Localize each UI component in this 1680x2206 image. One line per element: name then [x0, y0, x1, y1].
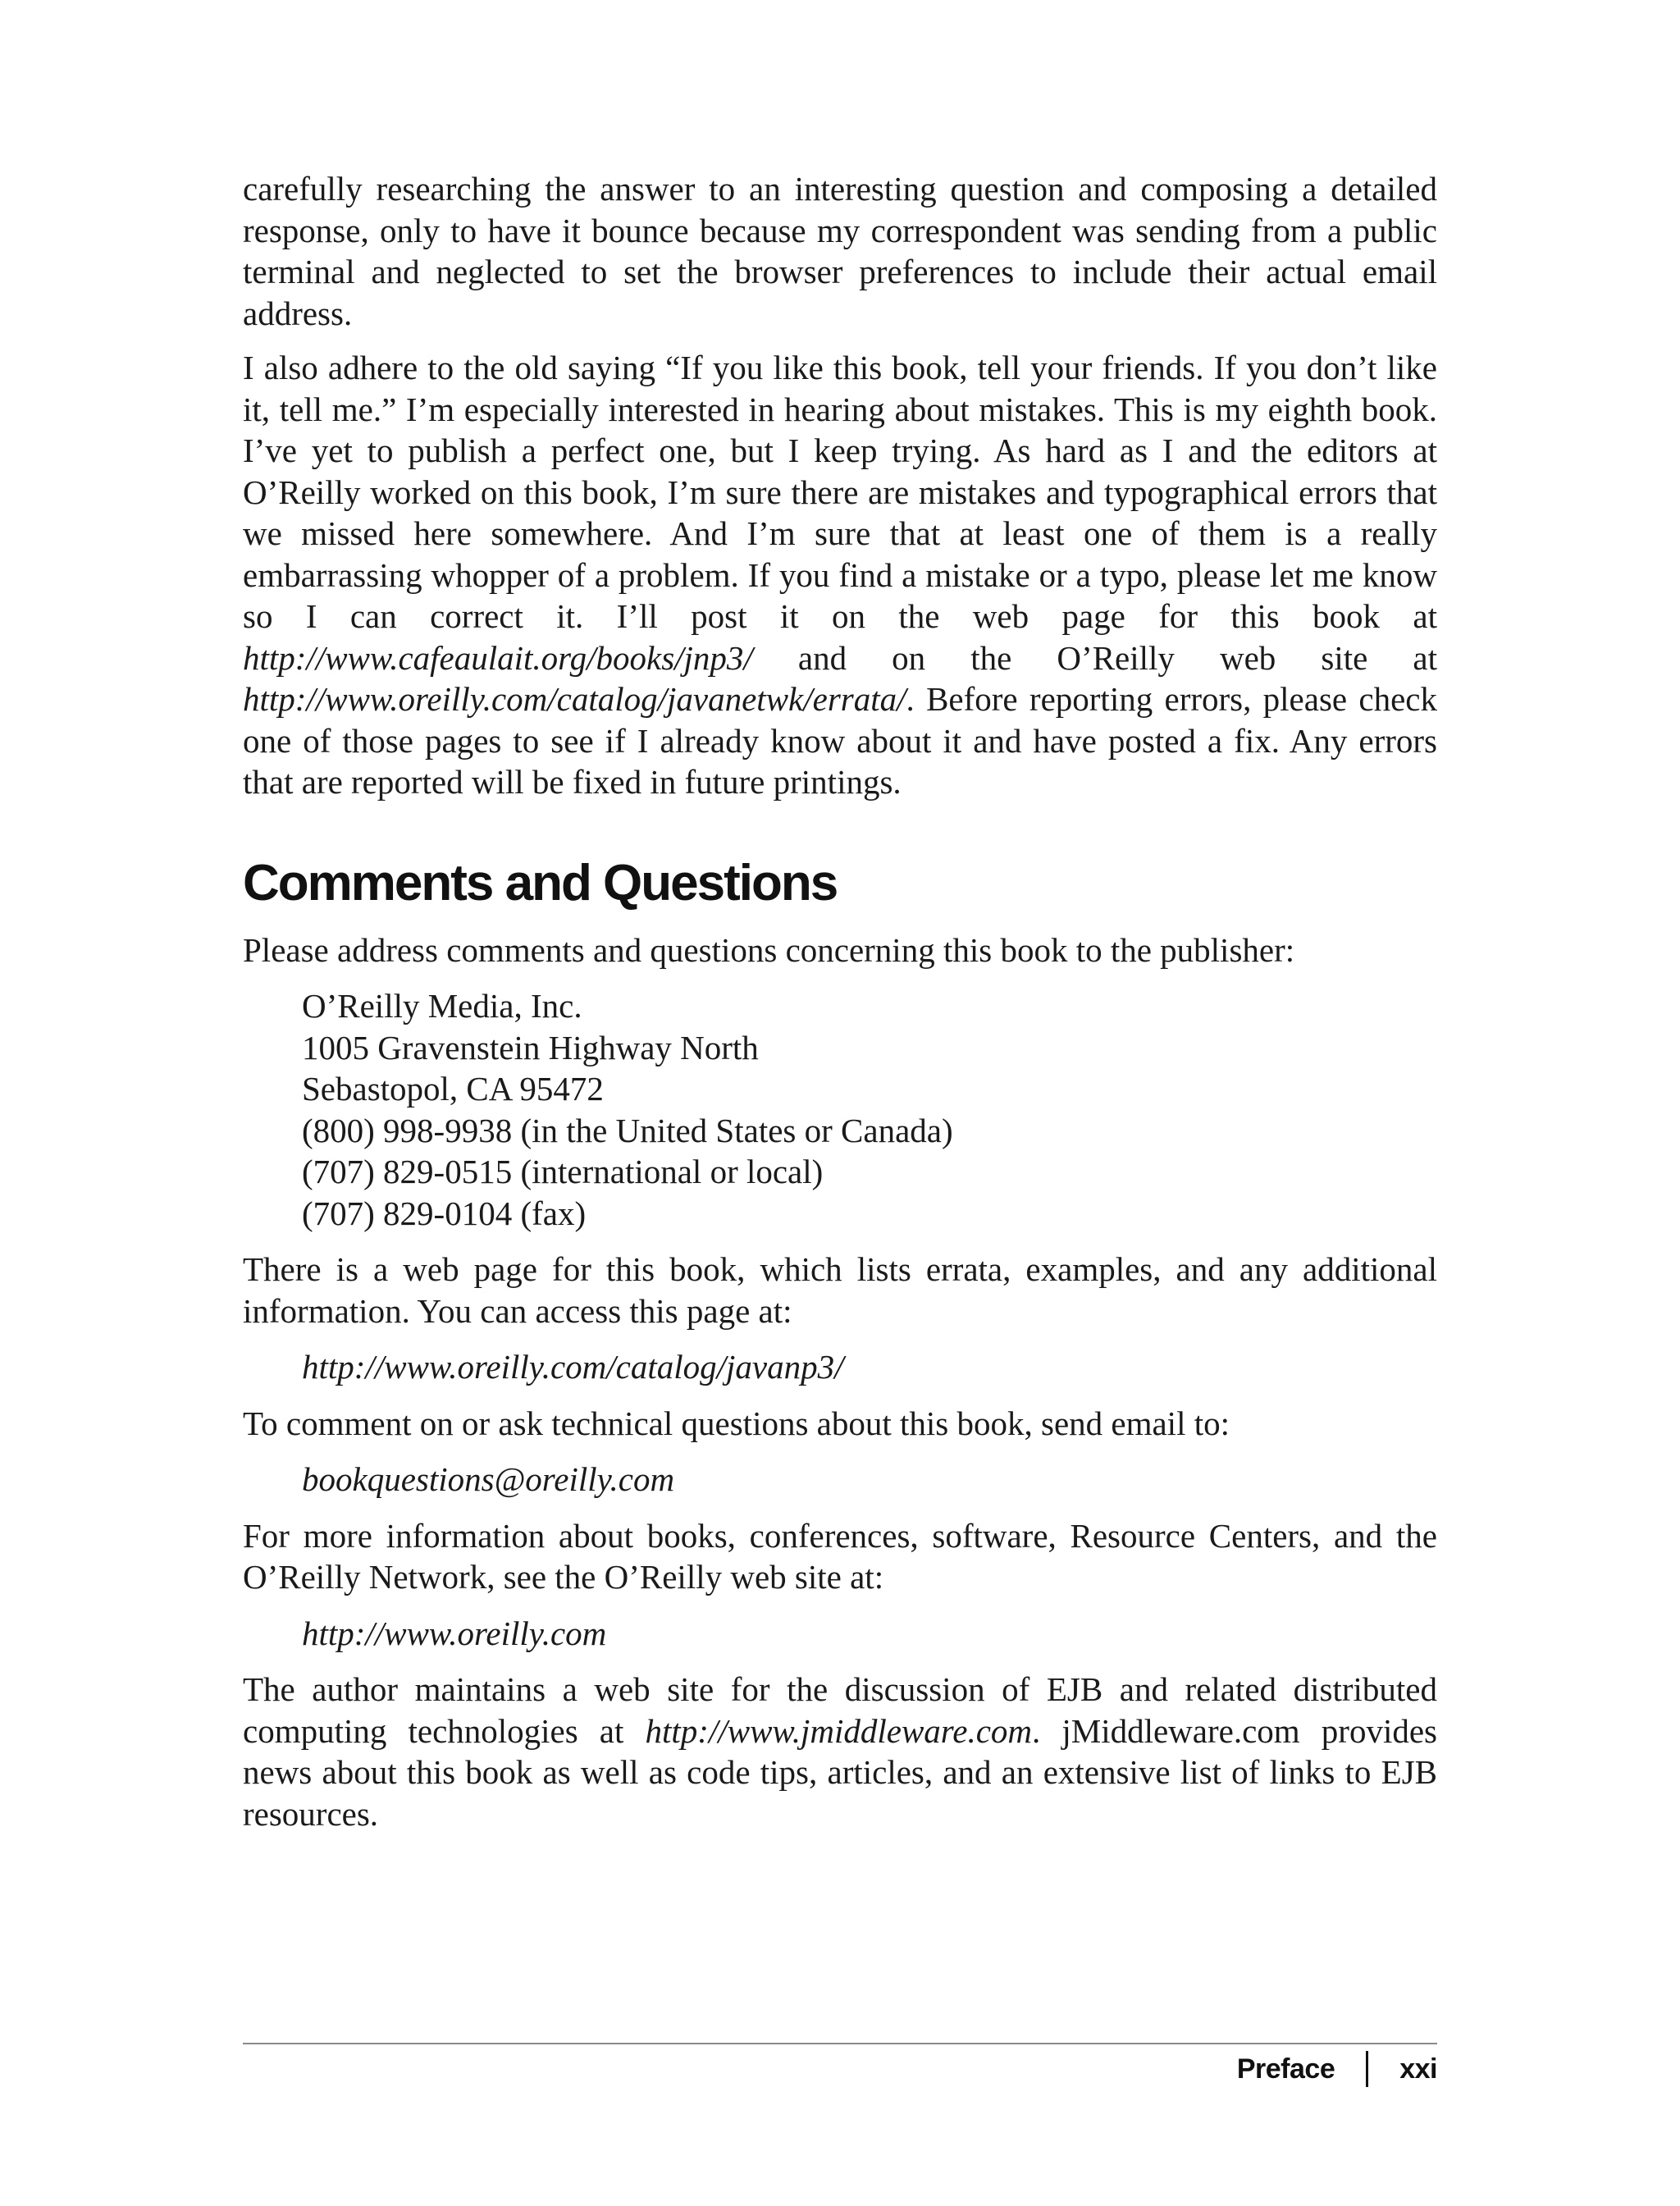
page-footer: [1237, 2051, 1437, 2087]
paragraph-webpage: There is a web page for this book, which lists errata, examples, and any additional information. You can access this page at:: [243, 1250, 1437, 1330]
paragraph-text: carefully researching the answer to an interesting question and composing a detailed response, only to have it bounce because my correspondent was sending from a public terminal and neglected to set the browser preferences to include their actual email address.: [243, 170, 1437, 332]
email-address-link[interactable]: bookquestions@oreilly.com: [302, 1460, 675, 1499]
paragraph-text: . jMiddleware.com provides news about this book as well as code tips, articles, and an extensive list of links to EJB resources.: [243, 1711, 1437, 1833]
paragraph-email: To comment on or ask technical questions about this book, send email to:: [243, 1404, 1230, 1442]
paragraph-text: The author maintains a web site for the discussion of EJB and related distributed computing technologies at: [243, 1670, 1437, 1750]
page-content: [243, 168, 1437, 1849]
address-line: 1005 Gravenstein Highway North: [302, 1028, 759, 1066]
footer-separator: [1366, 2051, 1368, 2087]
paragraph-errata: [243, 347, 1437, 803]
address-line: (707) 829-0104 (fax): [302, 1194, 587, 1232]
publisher-address: [302, 985, 1437, 1234]
address-line: (800) 998-9938 (in the United States or Canada): [302, 1111, 953, 1149]
address-line: O’Reilly Media, Inc.: [302, 987, 582, 1025]
paragraph-continuation: [243, 168, 1437, 334]
paragraph-text: . Before reporting errors, please check one of those pages to see if I already know about it and have posted a fix. Any errors that are reported will be fixed in future printings.: [243, 680, 1437, 801]
section-heading: Comments and Questions: [243, 854, 838, 911]
footer-divider: [243, 2043, 1437, 2044]
paragraph-text: I also adhere to the old saying “If you like this book, tell your friends. If you don’t like it, tell me.” I’m especially interested in hearing about mistakes. This is my eighth book. I’ve yet to publish a perfect one, but I keep trying. As hard as I and the editors at O’Reilly worked on this book, I’m sure there are mistakes and typographical errors that we missed here somewhere. And I’m sure that at least one of them is a really embarrassing whopper of a problem. If you find a mistake or a typo, please let me know so I can correct it. I’ll post it on the web page for this book at: [243, 349, 1437, 635]
book-webpage-url-link[interactable]: http://www.oreilly.com/catalog/javanp3/: [302, 1348, 844, 1386]
oreilly-url-link[interactable]: http://www.oreilly.com: [302, 1614, 607, 1652]
footer-section-name: Preface: [1236, 2053, 1335, 2085]
errata-url-link[interactable]: http://www.oreilly.com/catalog/javanetwk/errata/: [243, 680, 906, 718]
paragraph-more-info: For more information about books, conferences, software, Resource Centers, and the O’Reilly Network, see the O’Reilly web site at:: [243, 1516, 1437, 1596]
paragraph-text: and on the O’Reilly web site at: [752, 638, 1437, 677]
address-line: (707) 829-0515 (international or local): [302, 1153, 824, 1191]
address-line: Sebastopol, CA 95472: [302, 1070, 604, 1108]
jmiddleware-url-link[interactable]: http://www.jmiddleware.com: [645, 1711, 1032, 1750]
cafeaulait-url-link[interactable]: http://www.cafeaulait.org/books/jnp3/: [243, 638, 753, 677]
page-number: xxi: [1399, 2053, 1437, 2085]
paragraph-intro: Please address comments and questions concerning this book to the publisher:: [243, 930, 1295, 969]
paragraph-author: [243, 1669, 1437, 1834]
